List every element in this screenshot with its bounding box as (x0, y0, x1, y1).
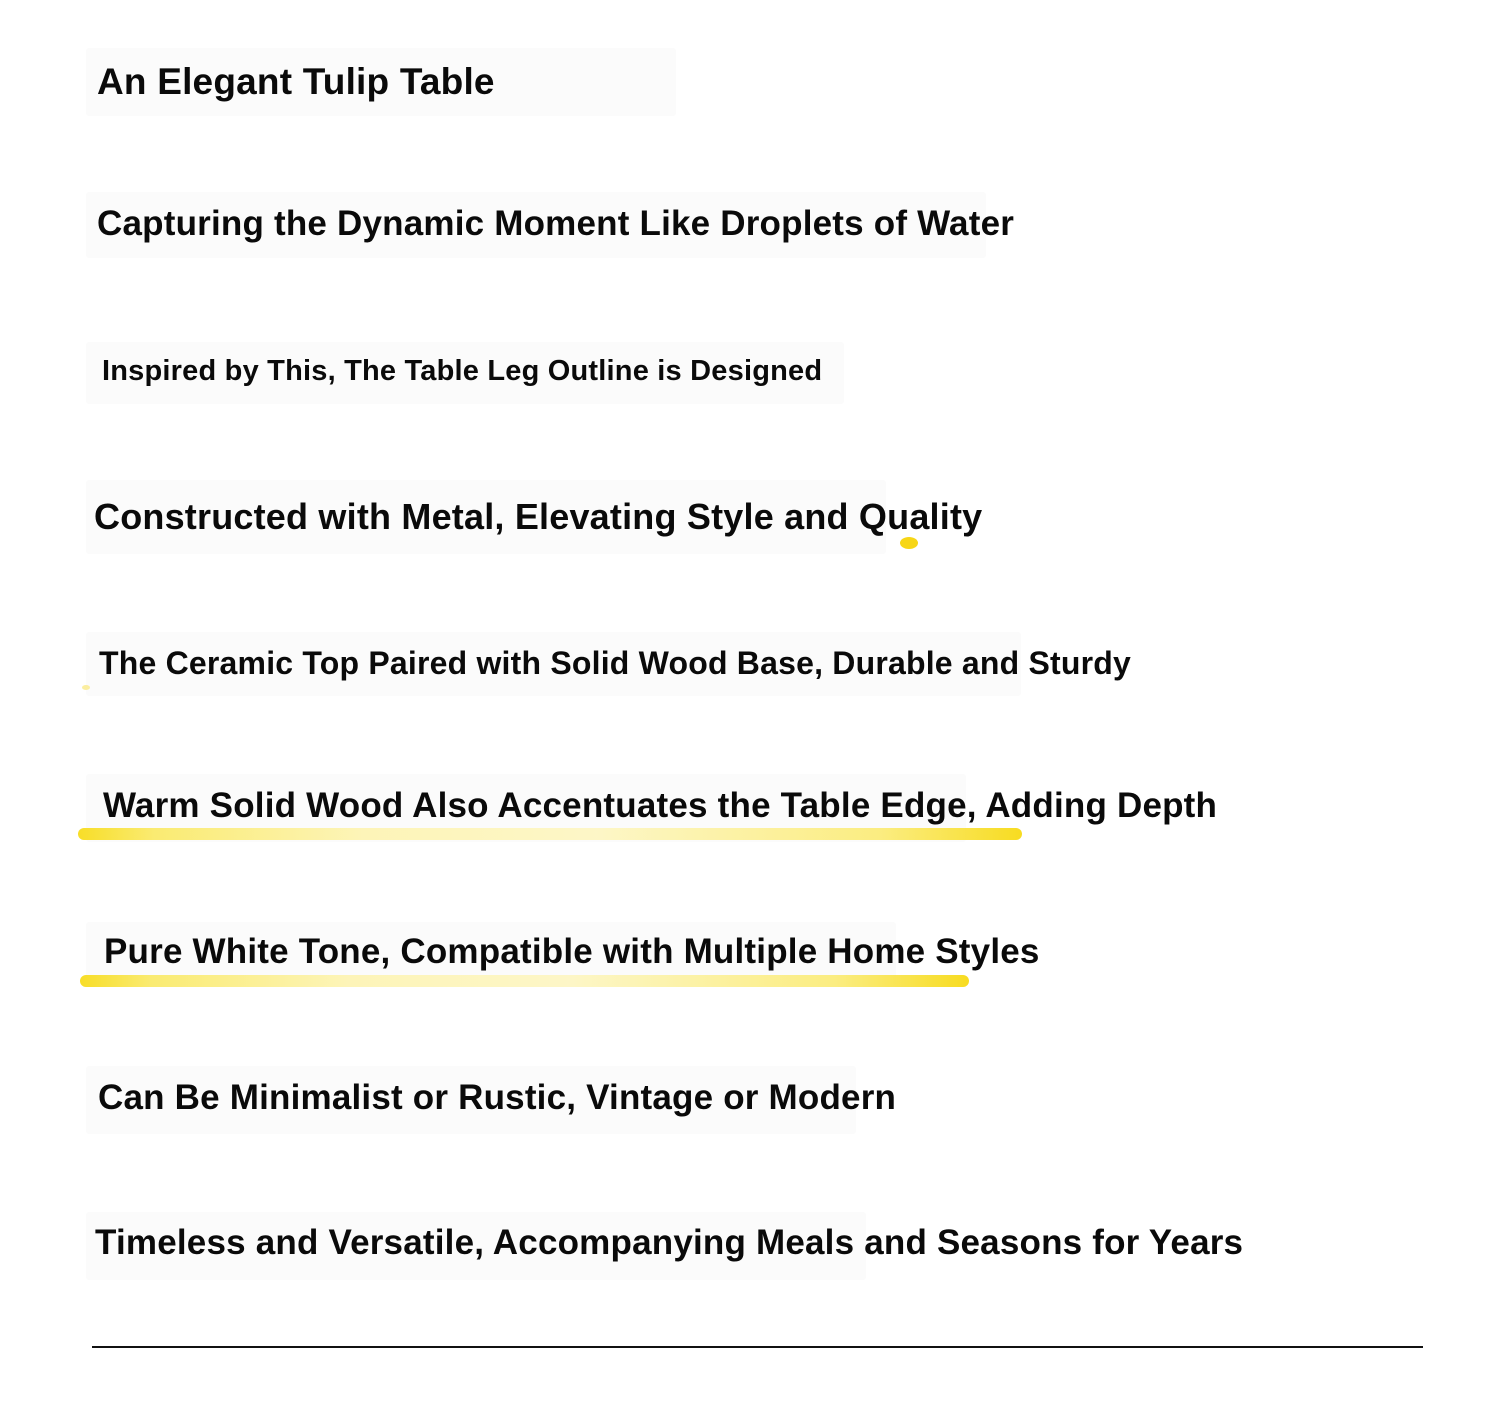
line-6-text: Warm Solid Wood Also Accentuates the Table Edge, Adding Depth (103, 786, 1218, 825)
line-1-text: An Elegant Tulip Table (97, 61, 495, 102)
line-7-highlight (80, 975, 969, 987)
yellow-dot-mark (900, 537, 918, 549)
line-7-text: Pure White Tone, Compatible with Multiple Home Styles (104, 932, 1040, 971)
line-6-highlight (78, 828, 1022, 840)
faint-yellow-mark (82, 685, 90, 690)
line-5-text: The Ceramic Top Paired with Solid Wood Base, Durable and Sturdy (99, 645, 1132, 681)
line-2-text: Capturing the Dynamic Moment Like Droplets of Water (97, 204, 1015, 243)
line-8-text: Can Be Minimalist or Rustic, Vintage or Modern (98, 1078, 897, 1117)
line-3-text: Inspired by This, The Table Leg Outline is Designed (102, 355, 823, 387)
line-9-text: Timeless and Versatile, Accompanying Meals and Seasons for Years (95, 1223, 1244, 1262)
line-4-text: Constructed with Metal, Elevating Style and Quality (94, 496, 983, 537)
bottom-divider (92, 1346, 1423, 1348)
